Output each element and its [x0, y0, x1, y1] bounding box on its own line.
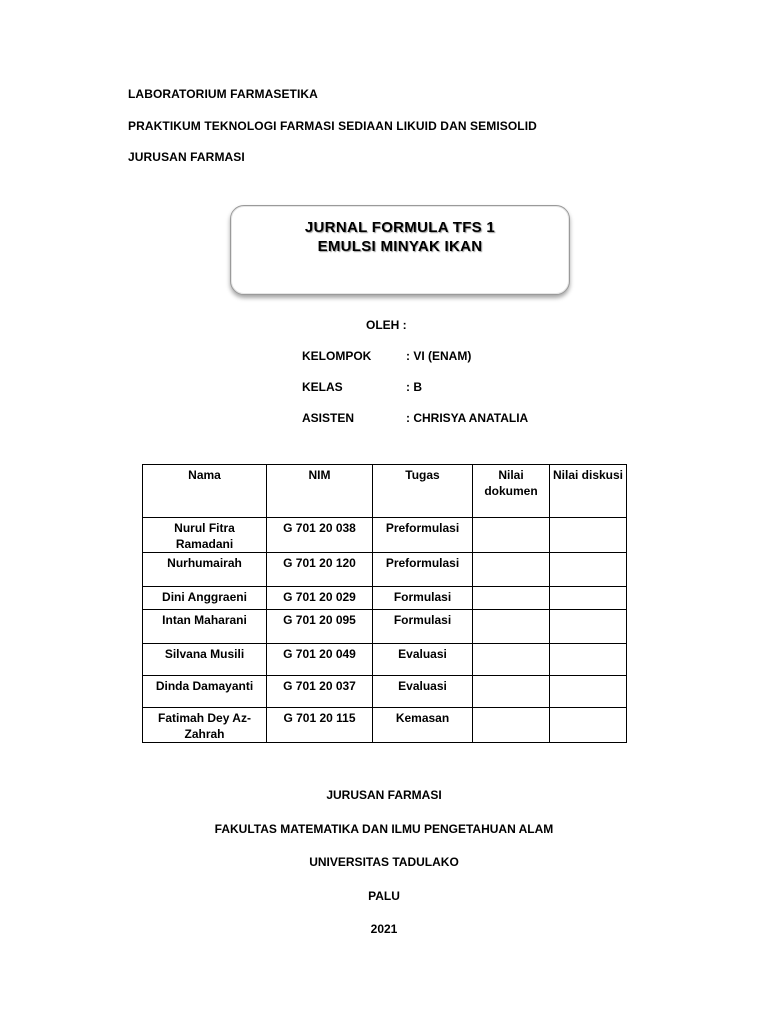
cell-tugas: Preformulasi	[373, 553, 473, 587]
cell-nilai-diskusi	[550, 708, 627, 743]
col-header-tugas: Tugas	[373, 465, 473, 518]
cell-nama: Nurhumairah	[143, 553, 267, 587]
cell-nama: Dinda Damayanti	[143, 676, 267, 708]
cell-nilai-dokumen	[473, 644, 550, 676]
cell-nim: G 701 20 120	[267, 553, 373, 587]
title-line-2: EMULSI MINYAK IKAN	[317, 238, 483, 255]
cell-nim: G 701 20 037	[267, 676, 373, 708]
table-header-row	[143, 465, 627, 518]
cell-nilai-dokumen	[473, 553, 550, 587]
table-row	[143, 553, 627, 587]
table-row	[143, 587, 627, 610]
cell-nilai-diskusi	[550, 676, 627, 708]
cell-nim: G 701 20 029	[267, 587, 373, 610]
col-header-nilai-dokumen: Nilai dokumen	[473, 465, 550, 518]
info-key: ASISTEN	[302, 411, 355, 425]
footer-kota: PALU	[368, 889, 400, 903]
table-row	[143, 610, 627, 644]
cell-nilai-dokumen	[473, 708, 550, 743]
table-row	[143, 644, 627, 676]
jurusan-heading: JURUSAN FARMASI	[128, 150, 245, 164]
cell-tugas: Formulasi	[373, 610, 473, 644]
cell-nilai-diskusi	[550, 644, 627, 676]
cell-nama: Silvana Musili	[143, 644, 267, 676]
cell-nilai-diskusi	[550, 518, 627, 553]
col-header-nim: NIM	[267, 465, 373, 518]
cell-nilai-diskusi	[550, 610, 627, 644]
info-value: : CHRISYA ANATALIA	[406, 411, 529, 425]
lab-heading: LABORATORIUM FARMASETIKA	[128, 87, 318, 101]
cell-nim: G 701 20 049	[267, 644, 373, 676]
cell-nama: Fatimah Dey Az-Zahrah	[143, 708, 267, 743]
footer-fakultas: FAKULTAS MATEMATIKA DAN ILMU PENGETAHUAN ALAM	[214, 822, 554, 836]
praktikum-heading: PRAKTIKUM TEKNOLOGI FARMASI SEDIAAN LIKUID DAN SEMISOLID	[128, 119, 537, 133]
info-value: : B	[406, 380, 422, 394]
cell-nilai-dokumen	[473, 610, 550, 644]
footer-universitas: UNIVERSITAS TADULAKO	[309, 855, 459, 869]
table-row	[143, 676, 627, 708]
col-header-nama: Nama	[143, 465, 267, 518]
info-key: KELAS	[302, 380, 343, 394]
table-row	[143, 708, 627, 743]
footer-tahun: 2021	[370, 922, 398, 936]
cell-tugas: Formulasi	[373, 587, 473, 610]
cell-tugas: Evaluasi	[373, 644, 473, 676]
oleh-label: OLEH :	[366, 318, 407, 332]
cell-nilai-dokumen	[473, 518, 550, 553]
title-box	[230, 205, 570, 295]
cell-nilai-diskusi	[550, 587, 627, 610]
col-header-nilai-diskusi: Nilai diskusi	[550, 465, 627, 518]
cell-nama: Dini Anggraeni	[143, 587, 267, 610]
cell-nama: Nurul Fitra Ramadani	[143, 518, 267, 553]
title-line-1: JURNAL FORMULA TFS 1	[304, 219, 496, 236]
cell-tugas: Kemasan	[373, 708, 473, 743]
cell-tugas: Evaluasi	[373, 676, 473, 708]
members-table	[142, 464, 627, 743]
info-key: KELOMPOK	[302, 349, 372, 363]
cell-nilai-dokumen	[473, 676, 550, 708]
cell-nim: G 701 20 038	[267, 518, 373, 553]
cell-tugas: Preformulasi	[373, 518, 473, 553]
cell-nim: G 701 20 115	[267, 708, 373, 743]
footer-jurusan: JURUSAN FARMASI	[326, 788, 442, 802]
table-row	[143, 518, 627, 553]
cell-nilai-dokumen	[473, 587, 550, 610]
cell-nama: Intan Maharani	[143, 610, 267, 644]
info-value: : VI (ENAM)	[406, 349, 472, 363]
cell-nilai-diskusi	[550, 553, 627, 587]
cell-nim: G 701 20 095	[267, 610, 373, 644]
